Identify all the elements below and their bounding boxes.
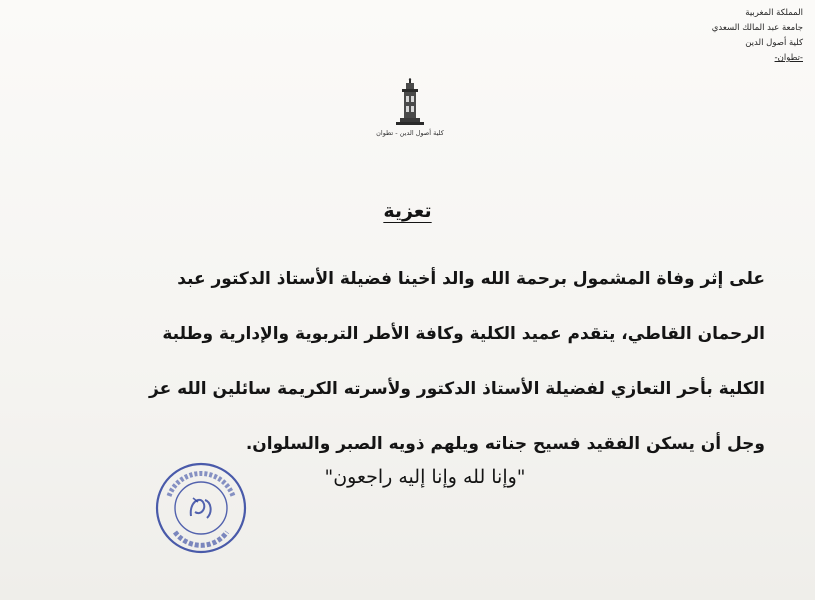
body-line: وجل أن يسكن الفقيد فسيح جناته ويلهم ذويه الصبر والسلوان. [245,434,765,454]
institution-header [653,6,803,66]
body-line: الرحمان القاطي، يتقدم عميد الكلية وكافة الأطر التربوية والإدارية وطلبة [162,324,765,344]
minaret-logo-icon [390,78,430,128]
letter-title [0,200,815,222]
body-line: على إثر وفاة المشمول برحمة الله والد أخينا فضيلة الأستاذ الدكتور عبد [177,269,765,289]
header-line-university: جامعة عبد المالك السعدي [711,23,803,33]
stamp-seal-icon [151,458,251,558]
header-line-city: -تطوان- [774,53,803,63]
official-stamp [151,458,251,558]
quranic-verse: "وإنا لله وإنا إليه راجعون" [324,466,526,488]
header-line-faculty: كلية أصول الدين [745,38,803,48]
title-text: تعزية [383,200,432,222]
body-line: الكلية بأحر التعازي لفضيلة الأستاذ الدكتور ولأسرته الكريمة سائلين الله عز [149,379,765,399]
faculty-logo [368,78,452,140]
letter-body [40,252,765,472]
header-line-kingdom: المملكة المغربية [745,8,803,18]
logo-caption: كلية أصول الدين - تطوان [376,129,444,137]
